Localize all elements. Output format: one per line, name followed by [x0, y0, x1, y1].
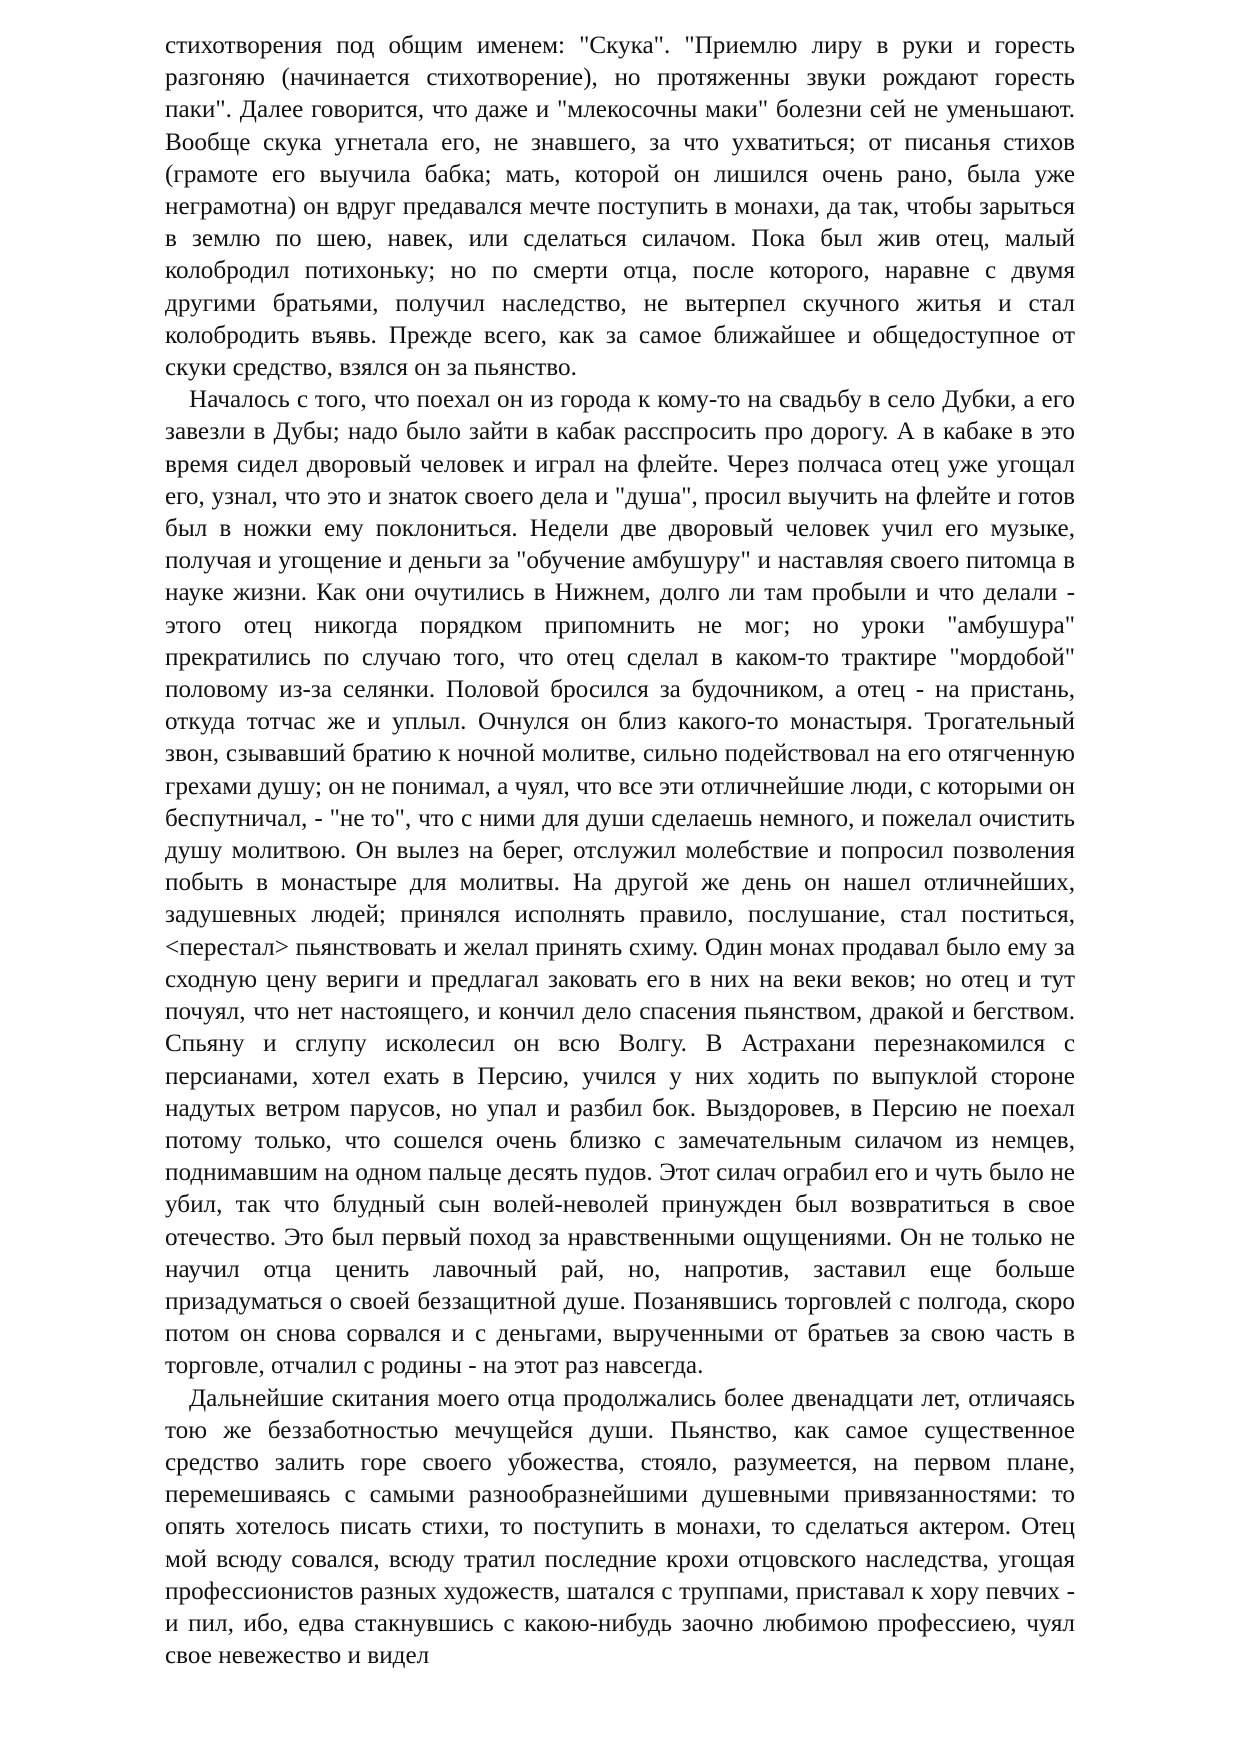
- paragraph-1: стихотворения под общим именем: "Скука". "Приемлю лиру в руки и горесть разгоняю (начинается стихотворение), но протяженны звуки рождают горесть паки". Далее говорится, что даже и "млекосочны маки" болезни сей не уменьшают. Вообще скука угнетала его, не знавшего, за что ухватиться; от писанья стихов (грамоте его выучила бабка; мать, которой он лишился очень рано, была уже неграмотна) он вдруг предавался мечте поступить в монахи, да так, чтобы зарыться в землю по шею, навек, или сделаться силачом. Пока был жив отец, малый колобродил потихоньку; но по смерти отца, после которого, наравне с двумя другими братьями, получил наследство, не вытерпел скучного житья и стал колобродить въявь. Прежде всего, как за самое ближайшее и общедоступное от скуки средство, взялся он за пьянство.: [165, 32, 1075, 382]
- paragraph-3: Дальнейшие скитания моего отца продолжались более двенадцати лет, отличаясь тою же беззаботностью мечущейся души. Пьянство, как самое существенное средство залить горе своего убожества, стояло, разумеется, на первом плане, перемешиваясь с самыми разнообразнейшими душевными привязанностями: то опять хотелось писать стихи, то поступить в монахи, то сделаться актером. Отец мой всюду совался, всюду тратил последние крохи отцовского наследства, угощая профессионистов разных художеств, шатался с труппами, приставал к хору певчих - и пил, ибо, едва стакнувшись с какою-нибудь заочно любимою профессиею, чуял свое невежество и видел: [165, 1384, 1075, 1670]
- paragraph-2: Началось с того, что поехал он из города к кому-то на свадьбу в село Дубки, а его завезли в Дубы; надо было зайти в кабак расспросить про дорогу. А в кабаке в это время сидел дворовый человек и играл на флейте. Через полчаса отец уже угощал его, узнал, что это и знаток своего дела и "душа", просил выучить на флейте и готов был в ножки ему поклониться. Недели две дворовый человек учил его музыке, получая и угощение и деньги за "обучение амбушуру" и наставляя своего питомца в науке жизни. Как они очутились в Нижнем, долго ли там пробыли и что делали - этого отец никогда порядком припомнить не мог; но уроки "амбушура" прекратились по случаю того, что отец сделал в каком-то трактире "мордобой" половому из-за селянки. Половой бросился за будочником, а отец - на пристань, откуда тотчас же и уплыл. Очнулся он близ какого-то монастыря. Трогательный звон, сзывавший братию к ночной молитве, сильно подействовал на его отягченную грехами душу; он не понимал, а чуял, что все эти отличнейшие люди, с которыми он беспутничал, - "не то", что с ними для души сделаешь немного, и пожелал очистить душу молитвою. Он вылез на берег, отслужил молебствие и попросил позволения побыть в монастыре для молитвы. На другой же день он нашел отличнейших, задушевных людей; принялся исполнять правило, послушание, стал поститься, <перестал> пьянствовать и желал принять схиму. Один монах продавал было ему за сходную цену вериги и предлагал заковать его в них на веки веков; но отец и тут почуял, что нет настоящего, и кончил дело спасения пьянством, дракой и бегством. Спьяну и сглупу исколесил он всю Волгу. В Астрахани перезнакомился с персианами, хотел ехать в Персию, учился у них ходить по выпуклой стороне надутых ветром парусов, но упал и разбил бок. Выздоровев, в Персию не поехал потому только, что сошелся очень близко с замечательным силачом из немцев, поднимавшим на одном пальце десять пудов. Этот силач ограбил его и чуть было не убил, так что блудный сын волей-неволей принужден был возвратиться в свое отечество. Это был первый поход за нравственными ощущениями. Он не только не научил отца ценить лавочный рай, но, напротив, заставил еще больше призадуматься о своей беззащитной душе. Позанявшись торговлей с полгода, скоро потом он снова сорвался и с деньгами, вырученными от братьев за свою часть в торговле, отчалил с родины - на этот раз навсегда.: [165, 386, 1075, 1380]
- document-page: [165, 30, 1075, 1672]
